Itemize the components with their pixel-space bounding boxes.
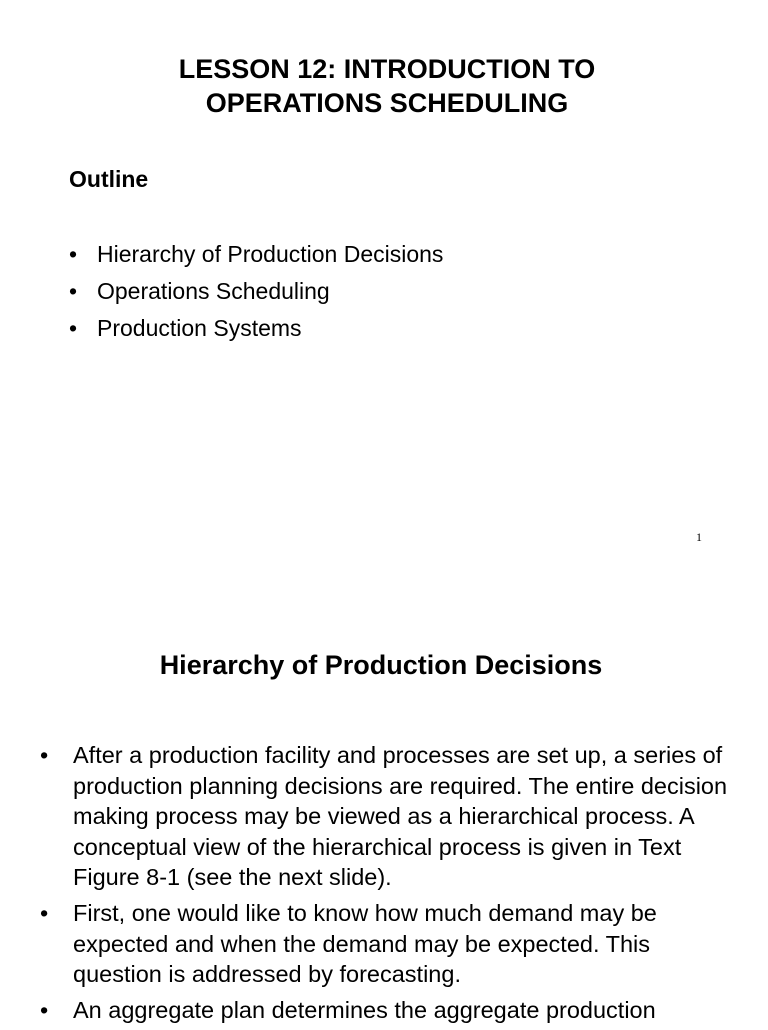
slide-title: Hierarchy of Production Decisions <box>159 650 603 680</box>
slide-2 <box>0 580 768 1024</box>
bullet-text: First, one would like to know how much demand may be expected and when the demand may be expected. This question is addressed by forecasting. <box>73 899 657 988</box>
outline-heading: Outline <box>69 166 149 192</box>
bullet-icon: • <box>40 996 49 1023</box>
outline-item-text: Production Systems <box>97 315 302 341</box>
list-item <box>40 898 740 990</box>
bullet-icon: • <box>40 899 49 926</box>
bullet-text: An aggregate plan determines the aggregate production <box>73 996 656 1023</box>
slide-title <box>0 52 768 120</box>
bullet-icon: • <box>69 241 78 267</box>
bullet-icon: • <box>69 315 78 341</box>
list-item <box>40 995 740 1026</box>
list-item <box>40 740 740 893</box>
outline-item-text: Hierarchy of Production Decisions <box>97 241 444 267</box>
outline-list <box>69 236 443 347</box>
bullet-icon: • <box>69 278 78 304</box>
list-item <box>69 310 443 347</box>
title-line-2: OPERATIONS SCHEDULING <box>205 88 569 118</box>
bullet-list <box>40 740 740 1030</box>
page-number: 1 <box>696 530 702 544</box>
outline-item-text: Operations Scheduling <box>97 278 330 304</box>
title-line-1: LESSON 12: INTRODUCTION TO <box>178 54 596 84</box>
bullet-text: After a production facility and processes are set up, a series of production planning decisions are required. The entire decision making process may be viewed as a hierarchical process. A conceptual view of the hierarchical process is given in Text Figure 8-1 (see the next slide). <box>73 742 728 891</box>
list-item <box>69 273 443 310</box>
bullet-icon: • <box>40 742 49 768</box>
list-item <box>69 236 443 273</box>
